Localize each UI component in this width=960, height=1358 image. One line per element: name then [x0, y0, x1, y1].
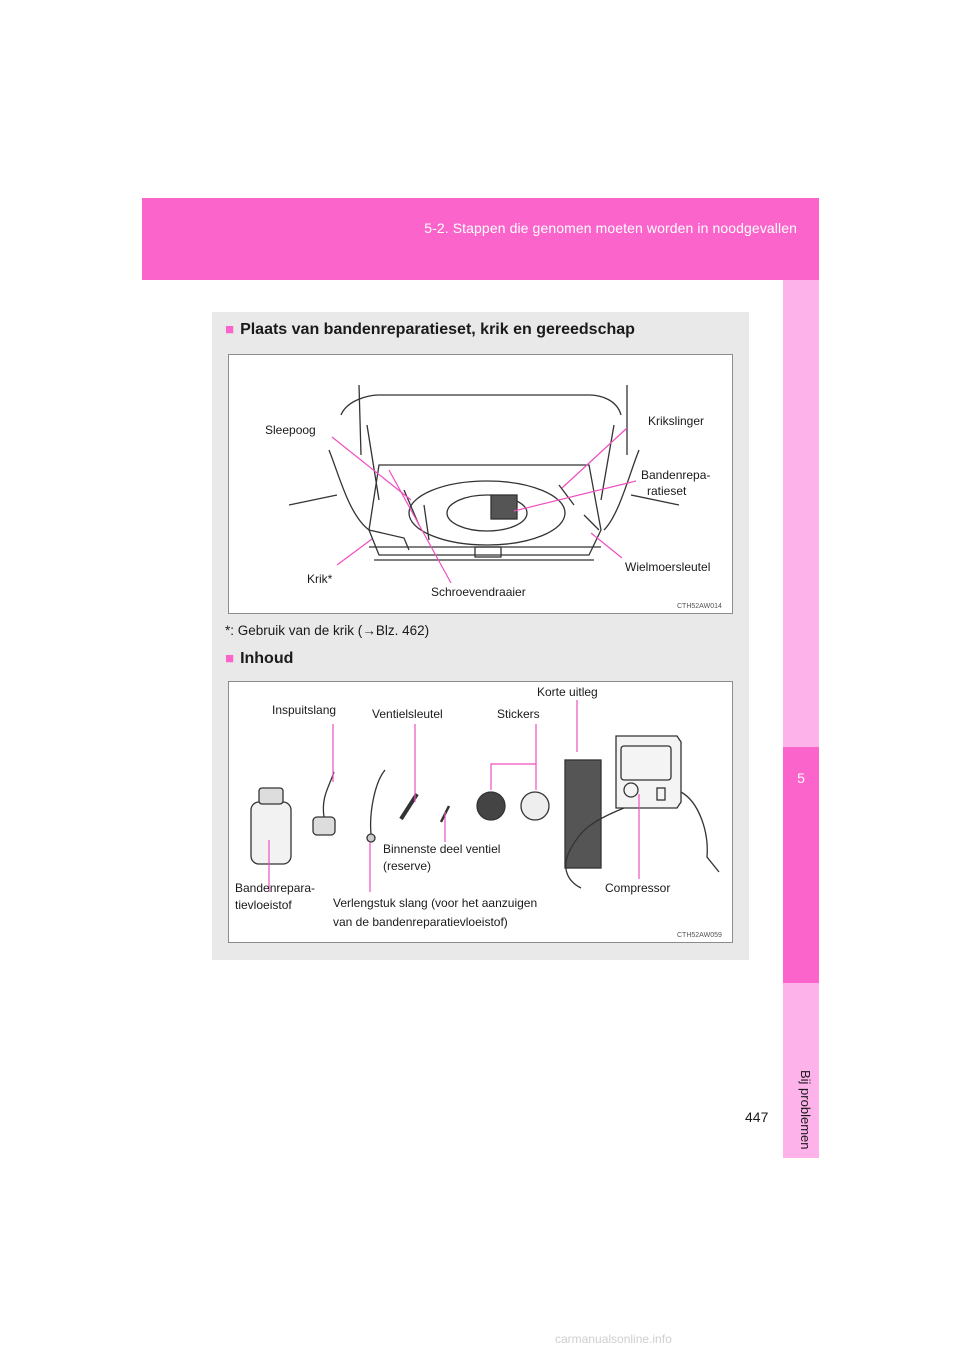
figure-code-2: CTH52AW059	[677, 932, 722, 939]
label-bandenrepa-line1: Bandenrepa-	[641, 468, 711, 482]
header-title: 5-2. Stappen die genomen moeten worden in noodgevallen	[424, 220, 797, 236]
label-compressor: Compressor	[605, 881, 671, 895]
kit-contents-figure	[228, 681, 733, 943]
jack-note-prefix: *: Gebruik van de krik (	[225, 623, 363, 638]
chapter-label: Bij problemen	[798, 1070, 813, 1150]
label-korte-uitleg: Korte uitleg	[537, 685, 598, 699]
label-sleepoog: Sleepoog	[265, 423, 316, 437]
label-stickers: Stickers	[497, 707, 540, 721]
chapter-number: 5	[797, 770, 805, 786]
label-binnenste-line1: Binnenste deel ventiel	[383, 842, 501, 856]
section-heading-contents-text: Inhoud	[240, 650, 294, 667]
page-number: 447	[745, 1109, 769, 1125]
label-bandenrepa-line2: ratieset	[647, 484, 687, 498]
section-heading-contents	[225, 650, 293, 668]
label-krikslinger: Krikslinger	[648, 414, 705, 428]
watermark: carmanualsonline.info	[555, 1332, 672, 1346]
bullet-square-icon: ■	[225, 321, 235, 338]
label-bandenrepa-line1: Bandenrepara-	[235, 881, 316, 895]
label-ventielsleutel: Ventielsleutel	[372, 707, 443, 721]
trunk-figure	[228, 354, 733, 614]
jack-note	[225, 623, 429, 638]
bullet-square-icon: ■	[225, 650, 235, 667]
label-schroevendraaier: Schroevendraaier	[431, 585, 526, 599]
label-binnenste-line2: (reserve)	[383, 859, 432, 873]
label-wielmoersleutel: Wielmoersleutel	[625, 560, 711, 574]
section-heading-location	[225, 321, 635, 339]
label-verlengstuk-line1: Verlengstuk slang (voor het aanzuigen	[333, 896, 538, 910]
label-krik: Krik*	[307, 572, 333, 586]
section-heading-location-text: Plaats van bandenreparatieset, krik en gereedschap	[240, 321, 635, 338]
arrow-right-icon: →	[362, 623, 376, 638]
label-inspuitslang: Inspuitslang	[272, 703, 337, 717]
label-bandenrepa-line2: tievloeistof	[235, 898, 292, 912]
chapter-side-tab	[783, 280, 819, 1158]
label-verlengstuk-line2: van de bandenreparatievloeistof)	[333, 915, 508, 929]
figure-code-1: CTH52AW014	[677, 603, 722, 610]
header-band	[142, 198, 819, 280]
jack-note-suffix: Blz. 462)	[375, 623, 430, 638]
